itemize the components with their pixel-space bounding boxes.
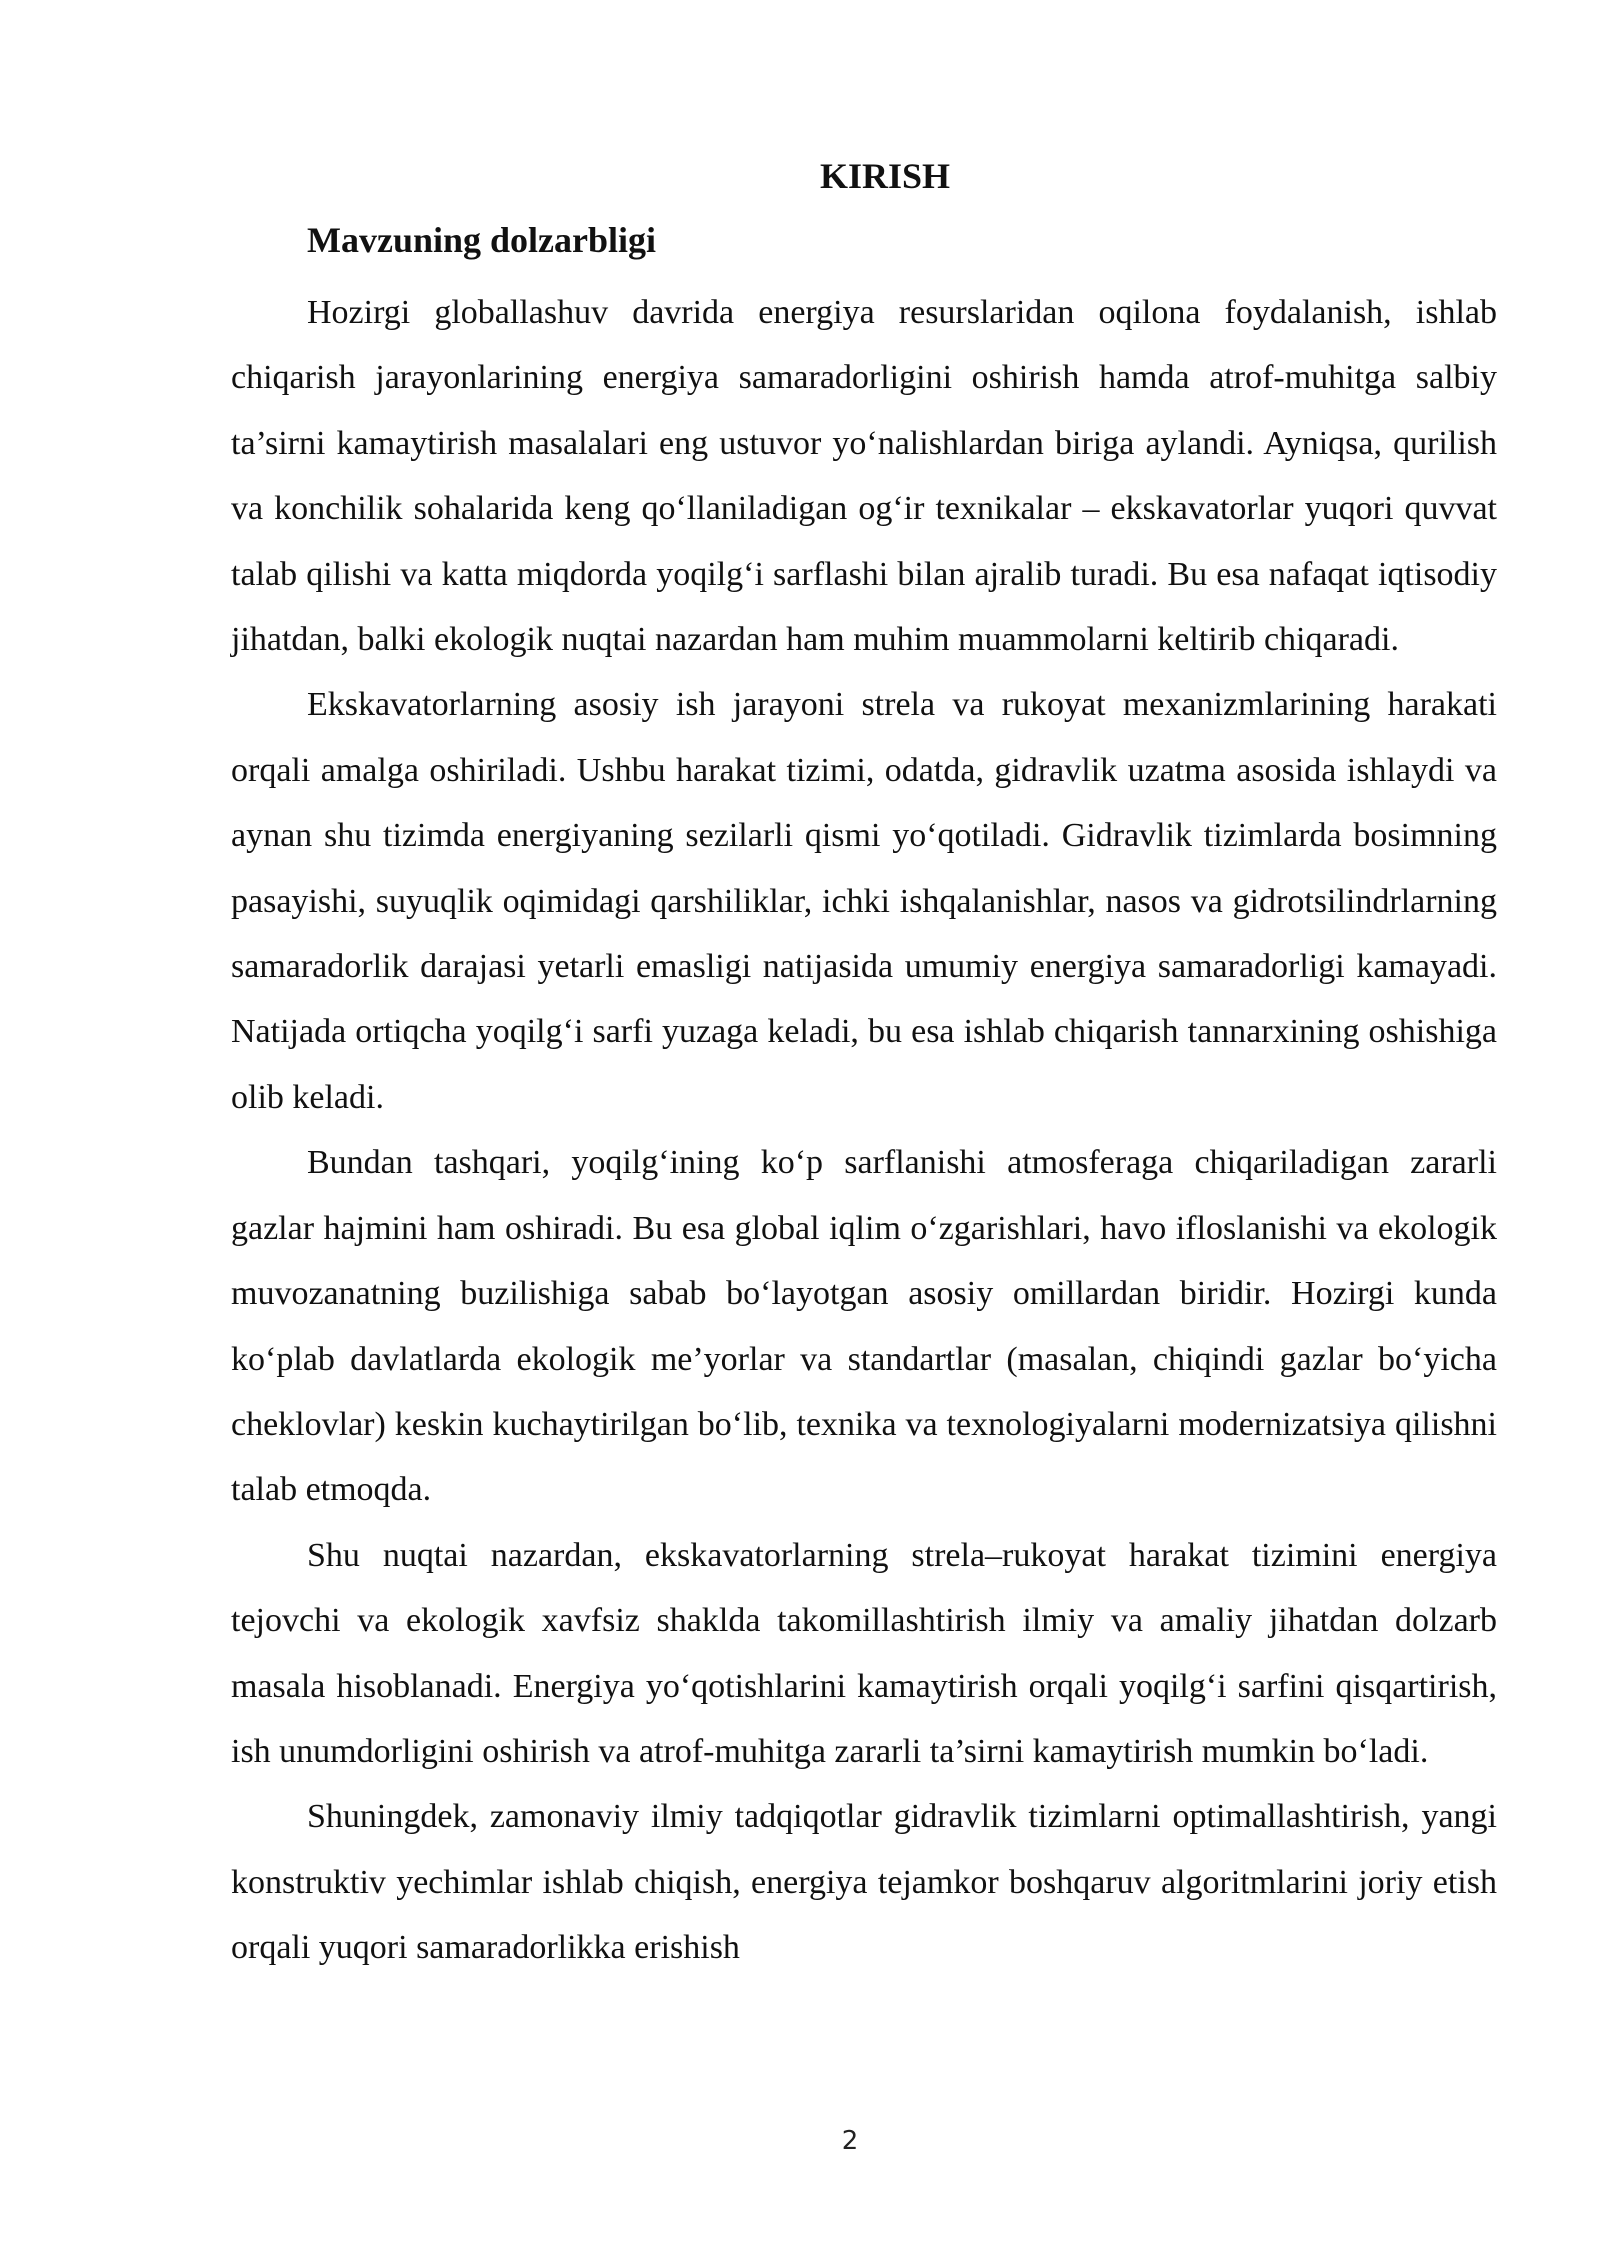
page-number: 2 (841, 2126, 859, 2156)
paragraph-4: Shu nuqtai nazardan, ekskavatorlarning strela–rukoyat harakat tizimini energiya tejovchi va ekologik xavfsiz shaklda takomillashtirish ilmiy va amaliy jihatdan dolzarb masala hisoblanadi. Energiya yo‘qotishlarini kamaytirish orqali yoqilg‘i sarfini qisqartirish, ish unumdorligini oshirish va atrof-muhitga zararli ta’sirni kamaytirish mumkin bo‘ladi. (231, 1536, 1497, 1770)
paragraph-3: Bundan tashqari, yoqilg‘ining ko‘p sarflanishi atmosferaga chiqariladigan zararli gazlar hajmini ham oshiradi. Bu esa global iqlim o‘zgarishlari, havo ifloslanishi va ekologik muvozanatning buzilishiga sabab bo‘layotgan asosiy omillardan biridir. Hozirgi kunda ko‘plab davlatlarda ekologik me’yorlar va standartlar (masalan, chiqindi gazlar bo‘yicha cheklovlar) keskin kuchaytirilgan bo‘lib, texnika va texnologiyalarni modernizatsiya qilishni talab etmoqda. (231, 1144, 1497, 1509)
page-content (231, 148, 1497, 1981)
section-heading: KIRISH (819, 156, 951, 196)
section-subheading: Mavzuning dolzarbligi (307, 220, 657, 260)
paragraph-2: Ekskavatorlarning asosiy ish jarayoni strela va rukoyat mexanizmlarining harakati orqali amalga oshiriladi. Ushbu harakat tizimi, odatda, gidravlik uzatma asosida ishlaydi va aynan shu tizimda energiyaning sezilarli qismi yo‘qotiladi. Gidravlik tizimlarda bosimning pasayishi, suyuqlik oqimidagi qarshiliklar, ichki ishqalanishlar, nasos va gidrotsilindrlarning samaradorlik darajasi yetarli emasligi natijasida umumiy energiya samaradorligi kamayadi. Natijada ortiqcha yoqilg‘i sarfi yuzaga keladi, bu esa ishlab chiqarish tannarxining oshishiga olib keladi. (231, 686, 1497, 1116)
paragraph-1: Hozirgi globallashuv davrida energiya resurslaridan oqilona foydalanish, ishlab chiqarish jarayonlarining energiya samaradorligini oshirish hamda atrof-muhitga salbiy ta’sirni kamaytirish masalalari eng ustuvor yo‘nalishlardan biriga aylandi. Ayniqsa, qurilish va konchilik sohalarida keng qo‘llaniladigan og‘ir texnikalar – ekskavatorlar yuqori quvvat talab qilishi va katta miqdorda yoqilg‘i sarflashi bilan ajralib turadi. Bu esa nafaqat iqtisodiy jihatdan, balki ekologik nuqtai nazardan ham muhim muammolarni keltirib chiqaradi. (231, 294, 1497, 659)
paragraph-5: Shuningdek, zamonaviy ilmiy tadqiqotlar gidravlik tizimlarni optimallashtirish, yangi konstruktiv yechimlar ishlab chiqish, energiya tejamkor boshqaruv algoritmlarini joriy etish orqali yuqori samaradorlikka erishish (231, 1798, 1497, 1967)
